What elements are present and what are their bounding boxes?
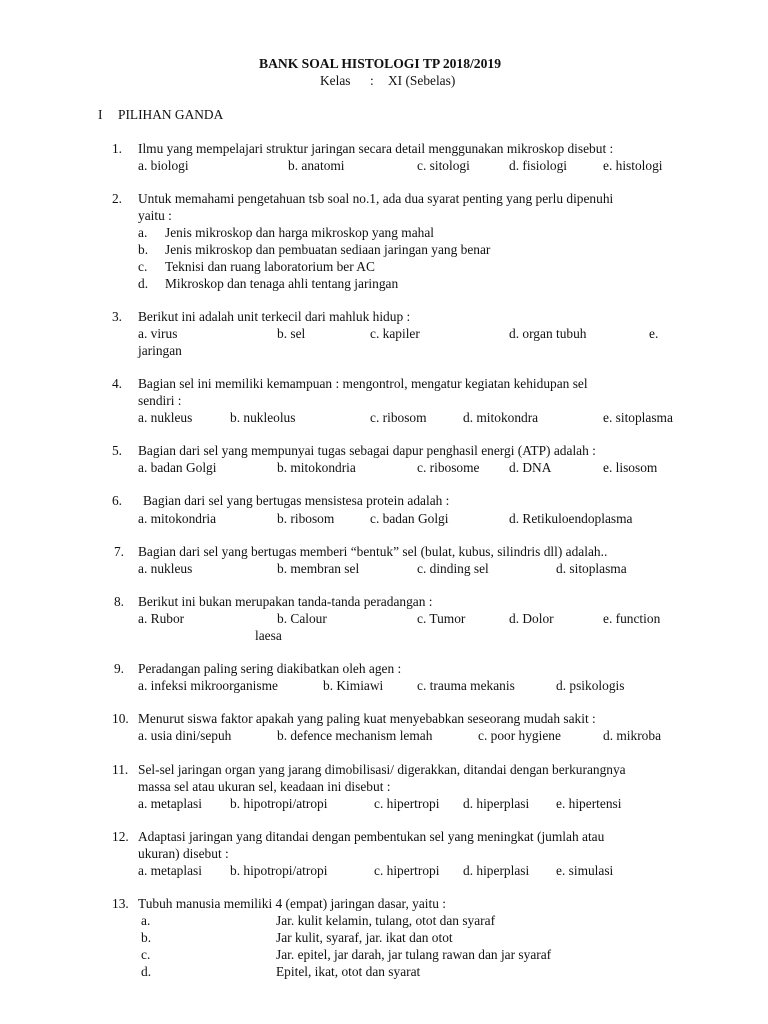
option: c. ribosome xyxy=(417,460,480,475)
question-number: 13. xyxy=(112,896,129,911)
question-number: 7. xyxy=(113,544,124,559)
option: d. sitoplasma xyxy=(556,561,627,576)
option: c. trauma mekanis xyxy=(417,678,515,693)
option: e. xyxy=(649,326,659,341)
option: a. nukleus xyxy=(138,410,193,425)
question-text: yaitu : xyxy=(138,208,172,223)
question-text: Ilmu yang mempelajari struktur jaringan secara detail menggunakan mikroskop disebut : xyxy=(138,141,614,156)
question-text: Bagian sel ini memiliki kemampuan : mengontrol, mengatur kegiatan kehidupan sel xyxy=(138,376,588,391)
option: d. organ tubuh xyxy=(509,326,587,341)
option: b. membran sel xyxy=(277,561,360,576)
question-number: 12. xyxy=(112,829,129,844)
option: e. function xyxy=(603,611,661,626)
question-number: 8. xyxy=(113,594,124,609)
option: Epitel, ikat, otot dan syarat xyxy=(276,964,421,979)
option: b. defence mechanism lemah xyxy=(277,728,433,743)
option: d. mikroba xyxy=(603,728,662,743)
option: a. biologi xyxy=(138,158,189,173)
kelas-value: XI (Sebelas) xyxy=(388,73,456,88)
option-letter: a. xyxy=(138,225,148,240)
option: b. sel xyxy=(277,326,306,341)
question-number: 6. xyxy=(111,493,122,508)
option: b. Calour xyxy=(277,611,327,626)
question-text: Adaptasi jaringan yang ditandai dengan pembentukan sel yang meningkat (jumlah atau xyxy=(138,829,605,844)
option: d. fisiologi xyxy=(509,158,568,173)
option: Jenis mikroskop dan harga mikroskop yang mahal xyxy=(165,225,435,240)
option: d. hiperplasi xyxy=(463,863,530,878)
question-text: Berikut ini bukan merupakan tanda-tanda peradangan : xyxy=(138,594,433,609)
question-text: Bagian dari sel yang bertugas memberi “bentuk” sel (bulat, kubus, silindris dll) adalah.. xyxy=(138,544,608,559)
question-number: 1. xyxy=(111,141,122,156)
option: c. kapiler xyxy=(370,326,420,341)
option-letter: a. xyxy=(141,913,151,928)
option: e. hipertensi xyxy=(556,796,622,811)
option: b. ribosom xyxy=(277,511,335,526)
option: a. metaplasi xyxy=(138,863,202,878)
option: a. metaplasi xyxy=(138,796,202,811)
option: c. hipertropi xyxy=(374,796,440,811)
option: a. infeksi mikroorganisme xyxy=(138,678,278,693)
question-number: 11. xyxy=(112,762,129,777)
option: c. dinding sel xyxy=(417,561,489,576)
kelas-label: Kelas xyxy=(320,73,351,88)
option: b. Kimiawi xyxy=(323,678,384,693)
option: c. sitologi xyxy=(417,158,470,173)
option: c. hipertropi xyxy=(374,863,440,878)
option: e. lisosom xyxy=(603,460,658,475)
document-title: BANK SOAL HISTOLOGI TP 2018/2019 xyxy=(259,56,501,71)
option: jaringan xyxy=(138,343,182,358)
question-text: ukuran) disebut : xyxy=(138,846,229,861)
option: b. hipotropi/atropi xyxy=(230,863,328,878)
option-letter: b. xyxy=(141,930,152,945)
option: Teknisi dan ruang laboratorium ber AC xyxy=(165,259,375,274)
option: c. Tumor xyxy=(417,611,466,626)
option: b. nukleolus xyxy=(230,410,296,425)
question-text: Untuk memahami pengetahuan tsb soal no.1, ada dua syarat penting yang perlu dipenuhi xyxy=(138,191,614,206)
option: e. simulasi xyxy=(556,863,614,878)
question-number: 5. xyxy=(111,443,122,458)
option: d. Retikuloendoplasma xyxy=(509,511,633,526)
option: c. ribosom xyxy=(370,410,427,425)
option-letter: c. xyxy=(138,259,148,274)
question-text: sendiri : xyxy=(138,393,182,408)
option: e. histologi xyxy=(603,158,663,173)
option: a. virus xyxy=(138,326,178,341)
option: c. poor hygiene xyxy=(478,728,561,743)
question-number: 9. xyxy=(113,661,124,676)
option: d. psikologis xyxy=(556,678,625,693)
option: a. nukleus xyxy=(138,561,193,576)
option: Jar. kulit kelamin, tulang, otot dan syaraf xyxy=(276,913,496,928)
option: b. hipotropi/atropi xyxy=(230,796,328,811)
option-letter: d. xyxy=(138,276,149,291)
question-text: Menurut siswa faktor apakah yang paling kuat menyebabkan seseorang mudah sakit : xyxy=(138,711,596,726)
option: a. usia dini/sepuh xyxy=(138,728,232,743)
option: Mikroskop dan tenaga ahli tentang jaringan xyxy=(165,276,399,291)
option: c. badan Golgi xyxy=(370,511,449,526)
question-text: Tubuh manusia memiliki 4 (empat) jaringan dasar, yaitu : xyxy=(138,896,447,911)
question-text: Peradangan paling sering diakibatkan oleh agen : xyxy=(138,661,402,676)
option: Jenis mikroskop dan pembuatan sediaan jaringan yang benar xyxy=(165,242,491,257)
option: laesa xyxy=(255,628,282,643)
option: b. mitokondria xyxy=(277,460,356,475)
question-number: 10. xyxy=(112,711,129,726)
option: d. hiperplasi xyxy=(463,796,530,811)
section-number: I xyxy=(98,107,103,122)
question-text: Bagian dari sel yang bertugas mensistesa protein adalah : xyxy=(143,493,450,508)
option-letter: b. xyxy=(138,242,149,257)
question-text: Sel-sel jaringan organ yang jarang dimobilisasi/ digerakkan, ditandai dengan berkurangnya xyxy=(138,762,626,777)
question-text: Berikut ini adalah unit terkecil dari mahluk hidup : xyxy=(138,309,411,324)
question-number: 2. xyxy=(111,191,122,206)
option: a. Rubor xyxy=(138,611,185,626)
option: a. mitokondria xyxy=(138,511,217,526)
option-letter: c. xyxy=(141,947,151,962)
option: a. badan Golgi xyxy=(138,460,217,475)
option: d. mitokondra xyxy=(463,410,539,425)
kelas-separator: : xyxy=(370,73,374,88)
option: b. anatomi xyxy=(288,158,345,173)
option: d. DNA xyxy=(509,460,552,475)
section-title: PILIHAN GANDA xyxy=(118,107,224,122)
option: Jar kulit, syaraf, jar. ikat dan otot xyxy=(276,930,453,945)
question-text: Bagian dari sel yang mempunyai tugas sebagai dapur penghasil energi (ATP) adalah : xyxy=(138,443,596,458)
question-number: 4. xyxy=(111,376,122,391)
option: e. sitoplasma xyxy=(603,410,673,425)
option: d. Dolor xyxy=(509,611,554,626)
option: Jar. epitel, jar darah, jar tulang rawan dan jar syaraf xyxy=(276,947,552,962)
option-letter: d. xyxy=(141,964,152,979)
question-number: 3. xyxy=(111,309,122,324)
question-text: massa sel atau ukuran sel, keadaan ini disebut : xyxy=(138,779,391,794)
